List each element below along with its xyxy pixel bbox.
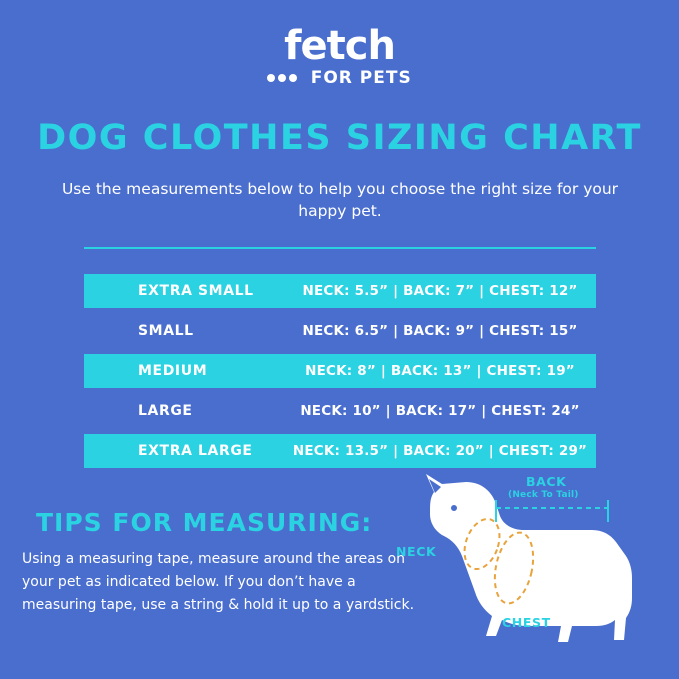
measurements-value: NECK: 13.5” | BACK: 20” | CHEST: 29” xyxy=(292,443,588,459)
intro-text: Use the measurements below to help you choose the right size for your happy pet. xyxy=(61,180,619,220)
measurements-value: NECK: 8” | BACK: 13” | CHEST: 19” xyxy=(305,363,575,379)
table-row xyxy=(84,434,596,468)
measurements-value: NECK: 10” | BACK: 17” | CHEST: 24” xyxy=(300,403,580,419)
tips-heading: TIPS FOR MEASURING: xyxy=(36,508,373,537)
label-back-sub: (Neck To Tail) xyxy=(508,490,579,500)
label-chest: CHEST xyxy=(502,615,551,630)
table-row xyxy=(84,354,596,388)
size-label: MEDIUM xyxy=(138,363,208,379)
table-row xyxy=(84,274,596,308)
brand-logo xyxy=(0,23,679,88)
brand-tagline: FOR PETS xyxy=(310,68,412,88)
page-title: DOG CLOTHES SIZING CHART xyxy=(37,118,642,158)
divider xyxy=(84,247,596,249)
three-dots-icon xyxy=(267,69,300,87)
brand-tagline-row xyxy=(0,68,679,88)
sizing-table xyxy=(84,274,596,474)
table-row xyxy=(84,314,596,348)
tips-body: Using a measuring tape, measure around the areas on your pet as indicated below. If you don’t have a measuring tape, use a string & hold it up to a yardstick. xyxy=(22,551,415,613)
table-row xyxy=(84,394,596,428)
measurements-value: NECK: 6.5” | BACK: 9” | CHEST: 15” xyxy=(302,323,578,339)
size-label: EXTRA LARGE xyxy=(138,443,253,459)
size-label: SMALL xyxy=(138,323,194,339)
dog-measurement-diagram xyxy=(396,470,666,665)
size-label: EXTRA SMALL xyxy=(138,283,254,299)
label-neck: NECK xyxy=(396,544,437,559)
brand-name: fetch xyxy=(284,23,395,69)
size-label: LARGE xyxy=(138,403,193,419)
label-back: BACK xyxy=(526,474,567,489)
measurements-value: NECK: 5.5” | BACK: 7” | CHEST: 12” xyxy=(302,283,578,299)
